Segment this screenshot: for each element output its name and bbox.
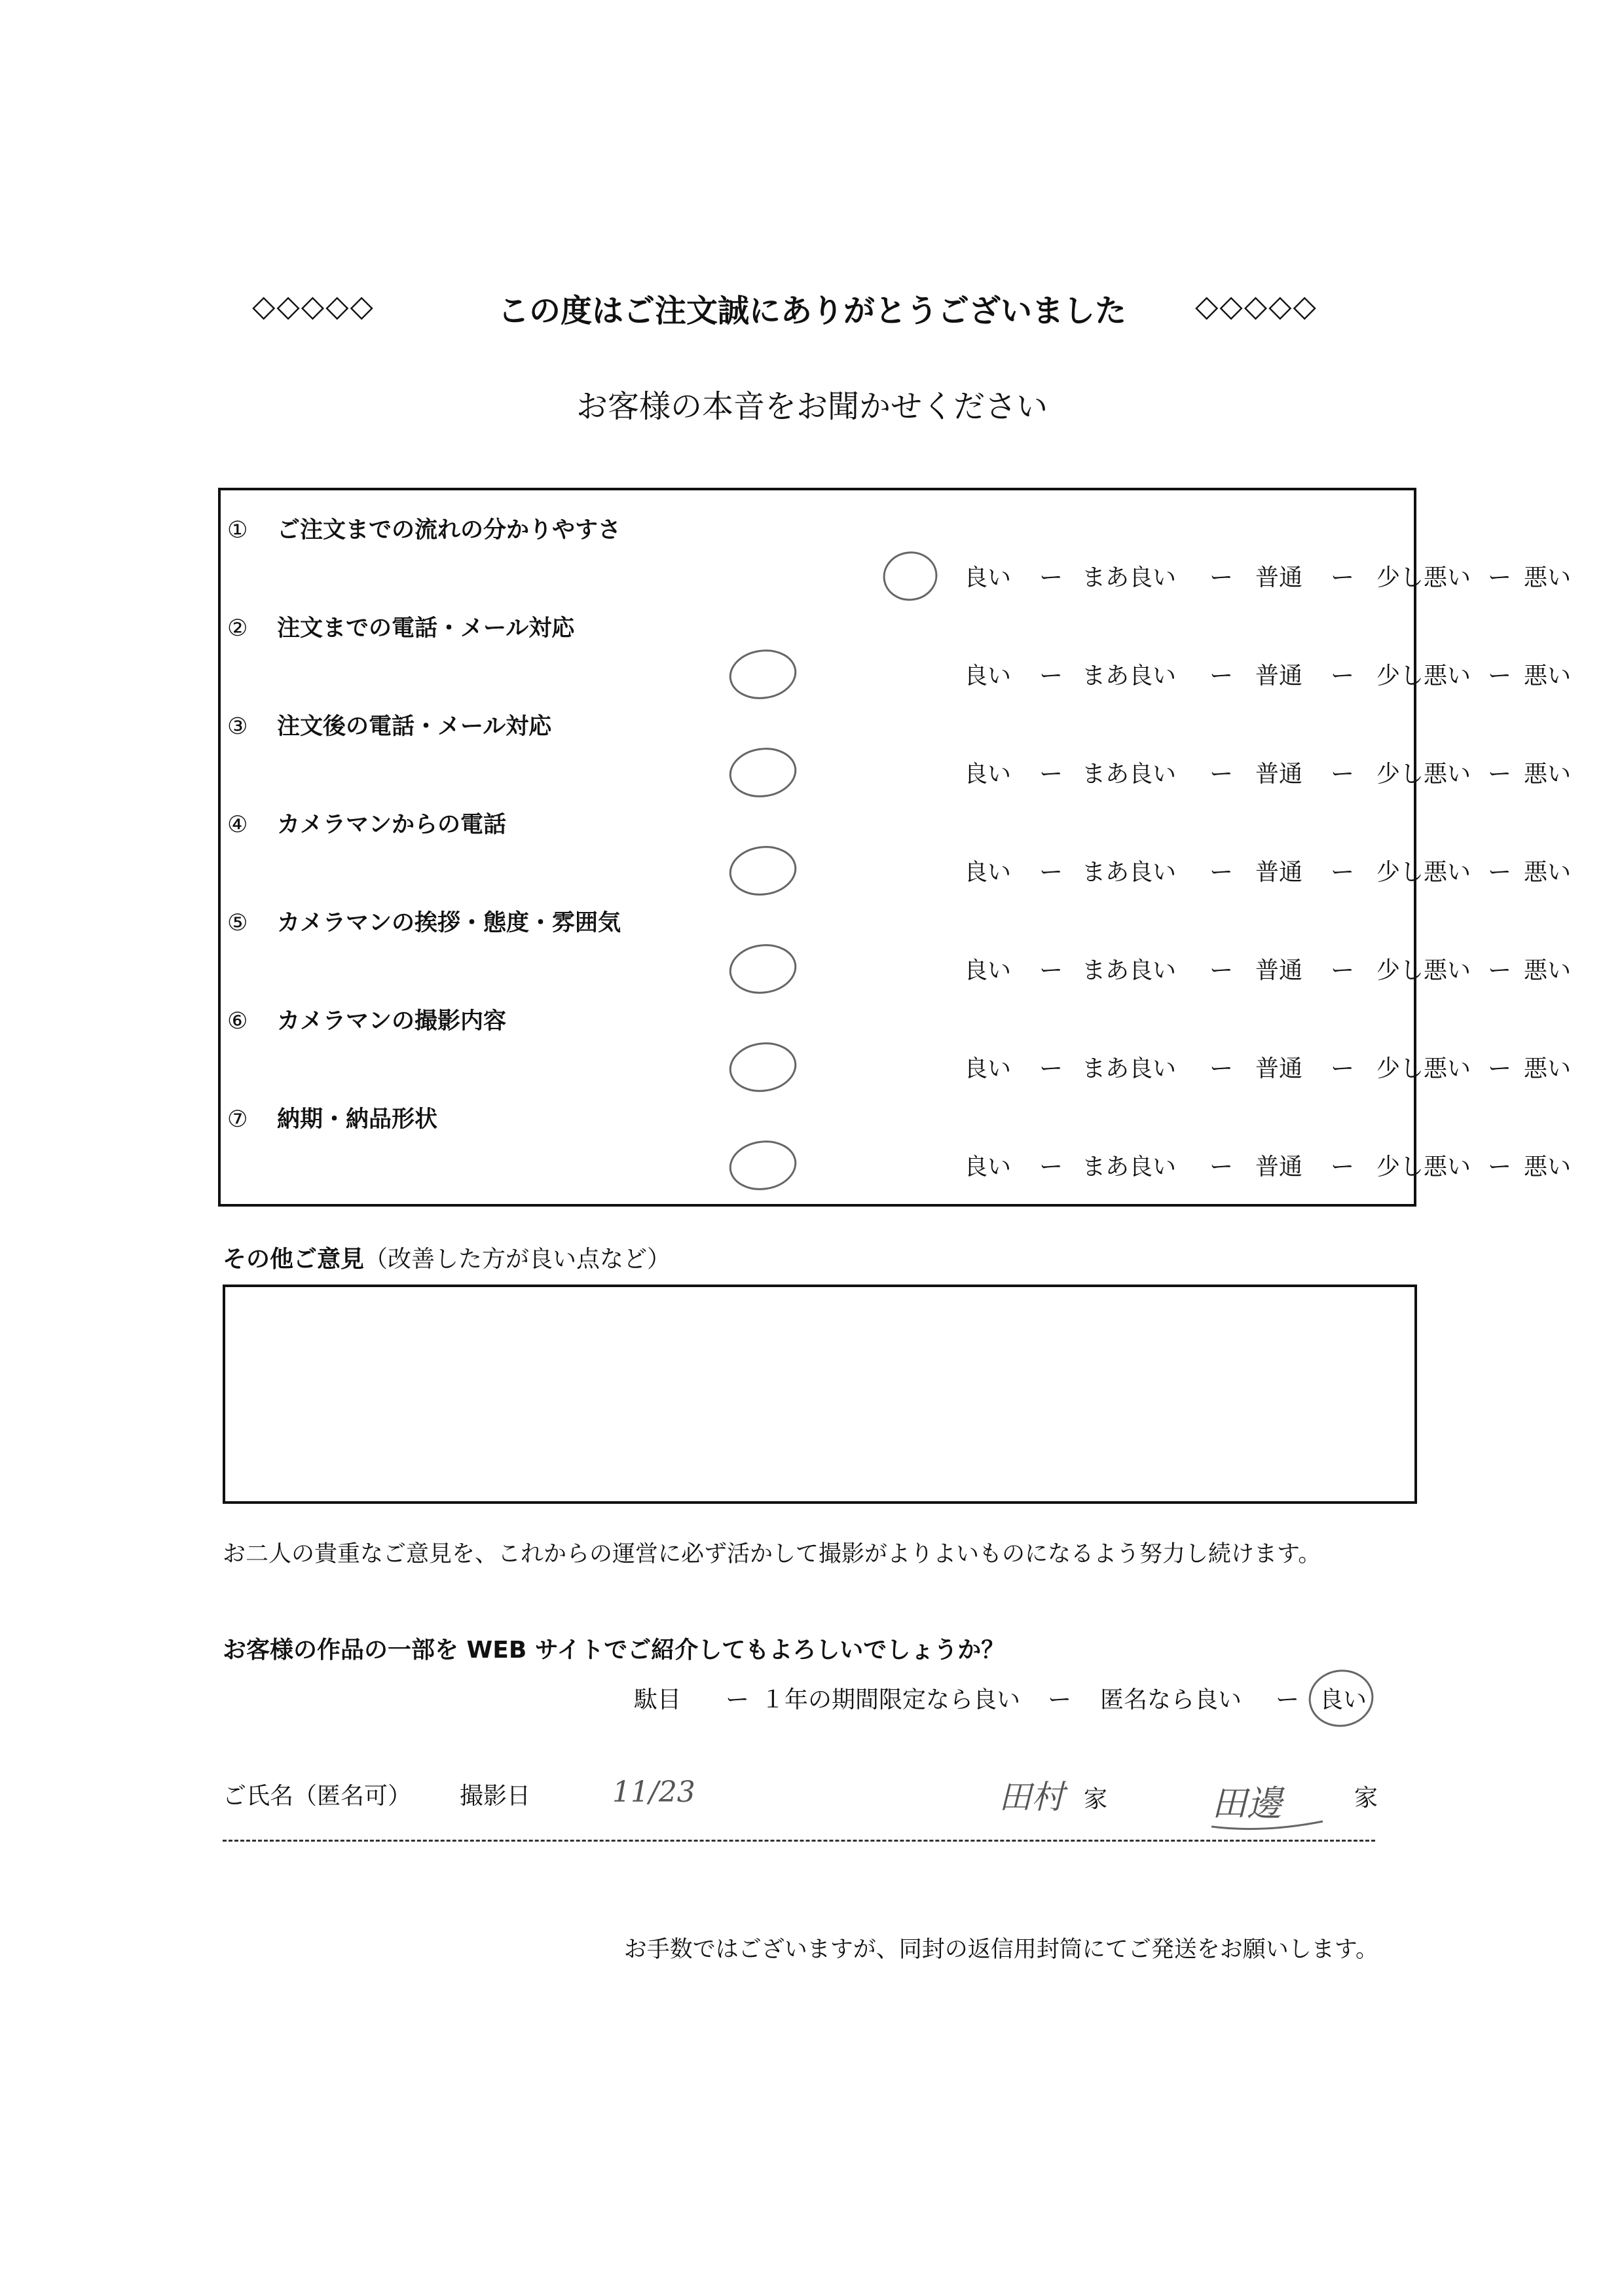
scale-separator: ー	[1331, 1154, 1355, 1180]
question-text: ご注文までの流れの分かりやすさ	[277, 517, 621, 543]
scale-option-good[interactable]: 良い	[964, 761, 1012, 788]
selection-circle	[727, 843, 798, 898]
scale-separator: ー	[1039, 957, 1063, 984]
family-suffix-2: 家	[1354, 1785, 1378, 1812]
scale-separator: ー	[1039, 1154, 1063, 1180]
scale-separator: ー	[1488, 564, 1512, 591]
scale-option-bad[interactable]: 悪い	[1524, 1154, 1572, 1180]
scale-option-bad[interactable]: 悪い	[1524, 564, 1572, 591]
scale-option-bad[interactable]: 悪い	[1524, 957, 1572, 984]
footer-note: お手数ではございますが、同封の返信用封筒にてご発送をお願いします。	[623, 1937, 1378, 1963]
diamonds-right: ◇◇◇◇◇	[1195, 288, 1318, 323]
scale-option-slightly-bad[interactable]: 少し悪い	[1376, 1055, 1471, 1082]
question-number: ②	[227, 615, 248, 642]
web-sep: ー	[1276, 1686, 1300, 1713]
scale-option-average[interactable]: 普通	[1255, 761, 1303, 788]
question-text: 注文までの電話・メール対応	[277, 615, 575, 642]
question-number: ③	[227, 714, 248, 740]
question-text: カメラマンの挨拶・態度・雰囲気	[277, 910, 621, 936]
scale-option-slightly-bad[interactable]: 少し悪い	[1376, 957, 1471, 984]
scale-option-average[interactable]: 普通	[1255, 859, 1303, 886]
selection-circle	[727, 1137, 798, 1193]
question-text: 注文後の電話・メール対応	[277, 714, 552, 740]
scale-option-slightly-bad[interactable]: 少し悪い	[1376, 1154, 1471, 1180]
question-number: ⑤	[227, 910, 248, 936]
scale-separator: ー	[1488, 859, 1512, 886]
scale-separator: ー	[1039, 859, 1063, 886]
shoot-date-label: 撮影日	[460, 1783, 531, 1810]
question-text: カメラマンの撮影内容	[277, 1008, 507, 1034]
scale-separator: ー	[1209, 859, 1234, 886]
diamonds-left: ◇◇◇◇◇	[252, 288, 375, 323]
scale-option-good[interactable]: 良い	[964, 957, 1012, 984]
scale-option-fairly-good[interactable]: まあ良い	[1082, 564, 1177, 591]
web-sep: ー	[726, 1686, 750, 1713]
scale-separator: ー	[1209, 761, 1234, 788]
web-option-no[interactable]: 駄目	[634, 1686, 682, 1713]
scale-separator: ー	[1331, 1055, 1355, 1082]
scale-option-fairly-good[interactable]: まあ良い	[1082, 663, 1177, 689]
scale-option-bad[interactable]: 悪い	[1524, 859, 1572, 886]
page-subtitle: お客様の本音をお聞かせください	[576, 388, 1048, 425]
name-label: ご氏名（匿名可）	[223, 1783, 412, 1810]
commitment-note: お二人の貴重なご意見を、これからの運営に必ず活かして撮影がよりよいものになるよう努力し続けます。	[223, 1541, 1321, 1567]
scale-separator: ー	[1039, 1055, 1063, 1082]
scale-separator: ー	[1331, 859, 1355, 886]
opinion-label-bold: その他ご意見	[223, 1246, 365, 1273]
family-suffix-1: 家	[1084, 1786, 1108, 1813]
web-sep: ー	[1048, 1686, 1072, 1713]
scale-separator: ー	[1488, 1154, 1512, 1180]
scale-option-fairly-good[interactable]: まあ良い	[1082, 859, 1177, 886]
shoot-date-value[interactable]: 11/23	[612, 1776, 695, 1809]
scale-separator: ー	[1039, 564, 1063, 591]
family-name-2[interactable]: 田邊	[1211, 1783, 1282, 1824]
scale-separator: ー	[1488, 663, 1512, 689]
scale-option-average[interactable]: 普通	[1255, 957, 1303, 984]
scale-separator: ー	[1209, 1154, 1234, 1180]
scale-option-good[interactable]: 良い	[964, 663, 1012, 689]
scale-separator: ー	[1039, 761, 1063, 788]
scale-option-slightly-bad[interactable]: 少し悪い	[1376, 859, 1471, 886]
question-number: ⑦	[227, 1106, 248, 1133]
scale-separator: ー	[1331, 761, 1355, 788]
scale-option-slightly-bad[interactable]: 少し悪い	[1376, 663, 1471, 689]
web-option-anonymous[interactable]: 匿名なら良い	[1100, 1686, 1242, 1713]
scale-separator: ー	[1209, 1055, 1234, 1082]
scale-separator: ー	[1039, 663, 1063, 689]
scale-option-good[interactable]: 良い	[964, 564, 1012, 591]
selection-circle	[727, 744, 798, 800]
scale-separator: ー	[1331, 957, 1355, 984]
handwritten-underline	[1211, 1821, 1323, 1829]
scale-separator: ー	[1209, 957, 1234, 984]
scale-option-good[interactable]: 良い	[964, 1154, 1012, 1180]
scale-option-good[interactable]: 良い	[964, 1055, 1012, 1082]
selection-circle	[727, 941, 798, 996]
opinion-label-note: （改善した方が良い点など）	[364, 1246, 671, 1273]
scale-option-bad[interactable]: 悪い	[1524, 1055, 1572, 1082]
scale-option-good[interactable]: 良い	[964, 859, 1012, 886]
selection-circle	[881, 549, 939, 603]
scale-option-average[interactable]: 普通	[1255, 1154, 1303, 1180]
web-selection-circle	[1306, 1667, 1376, 1730]
selection-circle	[727, 1039, 798, 1095]
scale-separator: ー	[1488, 761, 1512, 788]
web-consent-question: お客様の作品の一部を WEB サイトでご紹介してもよろしいでしょうか？	[223, 1637, 1005, 1664]
web-option-yes[interactable]: 良い	[1320, 1686, 1367, 1713]
scale-option-fairly-good[interactable]: まあ良い	[1082, 1154, 1177, 1180]
scale-option-slightly-bad[interactable]: 少し悪い	[1376, 761, 1471, 788]
scale-separator: ー	[1209, 564, 1234, 591]
selection-circle	[727, 646, 798, 702]
scale-option-fairly-good[interactable]: まあ良い	[1082, 1055, 1177, 1082]
scale-separator: ー	[1488, 957, 1512, 984]
scale-option-fairly-good[interactable]: まあ良い	[1082, 957, 1177, 984]
scale-option-average[interactable]: 普通	[1255, 663, 1303, 689]
question-text: カメラマンからの電話	[277, 812, 507, 838]
page-title: この度はご注文誠にありがとうございました	[497, 293, 1126, 329]
scale-option-bad[interactable]: 悪い	[1524, 761, 1572, 788]
scale-separator: ー	[1331, 663, 1355, 689]
question-number: ①	[227, 517, 248, 543]
web-option-one-year[interactable]: １年の期間限定なら良い	[761, 1686, 1021, 1713]
scale-separator: ー	[1209, 663, 1234, 689]
scale-separator: ー	[1331, 564, 1355, 591]
question-number: ④	[227, 812, 248, 838]
question-number: ⑥	[227, 1008, 248, 1034]
scale-separator: ー	[1488, 1055, 1512, 1082]
family-name-1[interactable]: 田村	[999, 1778, 1064, 1816]
scale-option-average[interactable]: 普通	[1255, 1055, 1303, 1082]
scale-option-fairly-good[interactable]: まあ良い	[1082, 761, 1177, 788]
question-text: 納期・納品形状	[277, 1106, 438, 1133]
scale-option-slightly-bad[interactable]: 少し悪い	[1376, 564, 1471, 591]
scale-option-bad[interactable]: 悪い	[1524, 663, 1572, 689]
scale-option-average[interactable]: 普通	[1255, 564, 1303, 591]
